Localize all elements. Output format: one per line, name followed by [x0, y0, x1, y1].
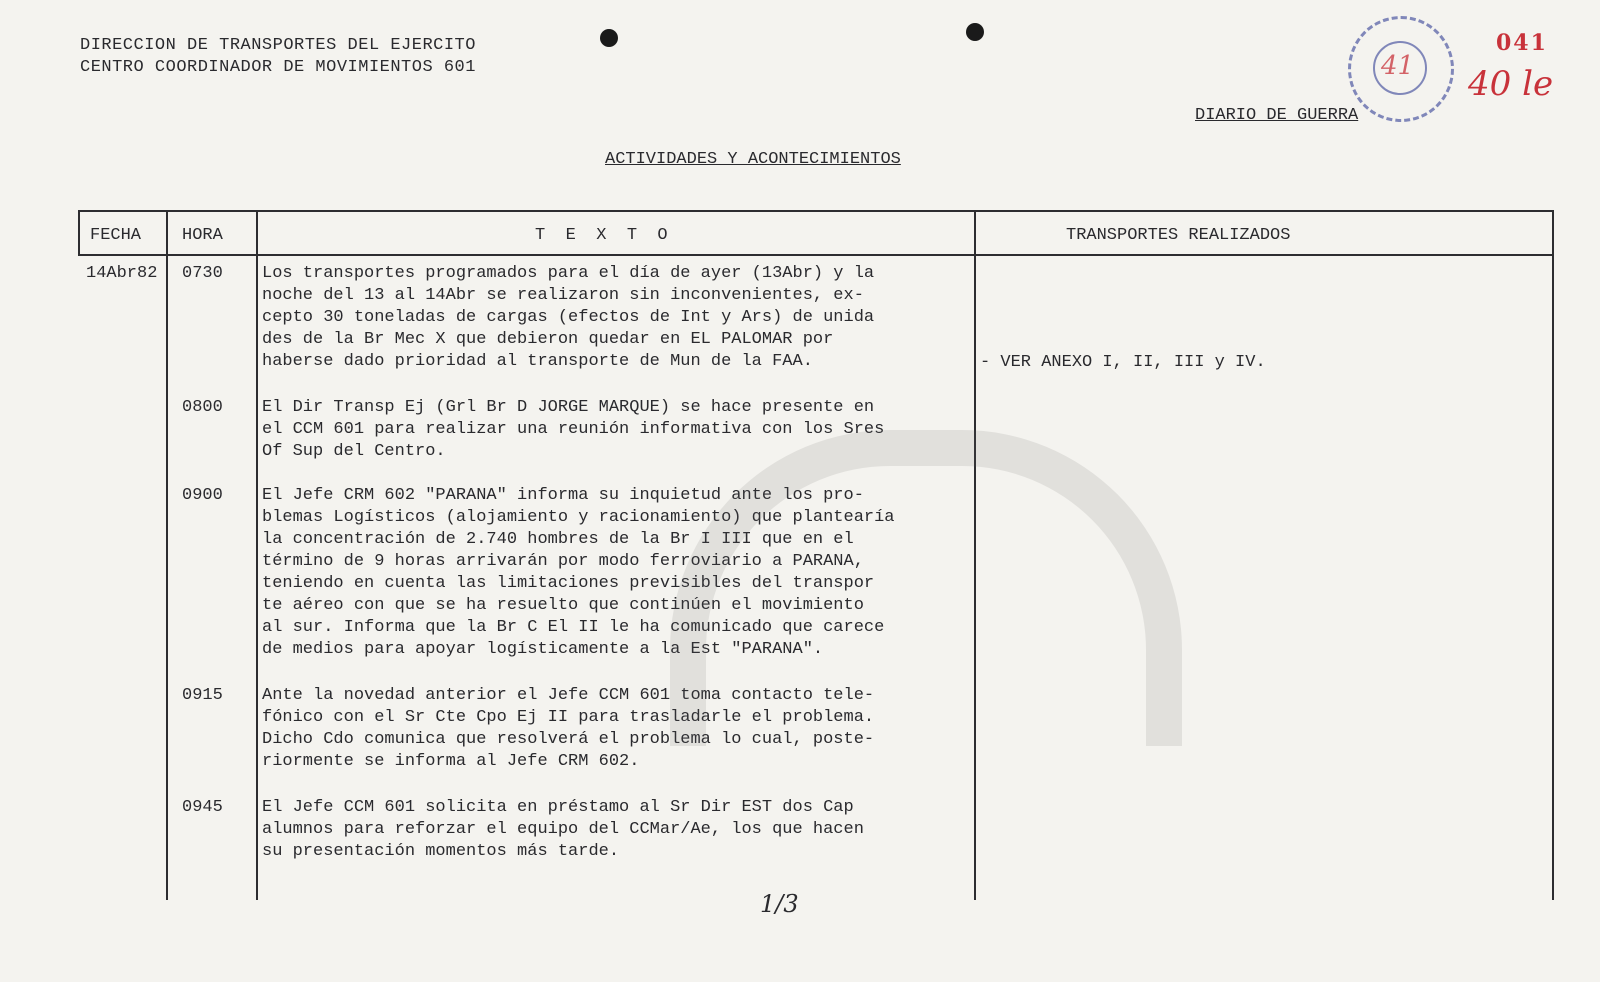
table-row-1-fecha: 14Abr82 — [86, 264, 158, 283]
red-handwritten-folio: 40 le — [1468, 64, 1554, 104]
column-header-hora: HORA — [182, 226, 223, 245]
punch-hole-left — [600, 29, 618, 47]
table-row-4-texto: Ante la novedad anterior el Jefe CCM 601 toma contacto tele- fónico con el Sr Cte Cpo Ej II para trasladarle el problema. Dicho Cdo comunica que resolverá el problema lo cual, poste- riormente se informa al Jefe CRM 602. — [262, 686, 875, 771]
page-mark: 1/3 — [760, 890, 799, 918]
organization-header — [80, 35, 476, 79]
table-left-border — [78, 210, 80, 256]
table-row-3-hora: 0900 — [182, 486, 223, 505]
table-row-5-hora: 0945 — [182, 798, 223, 817]
column-header-texto: T E X T O — [535, 226, 668, 245]
table-header-border — [78, 254, 1554, 256]
table-row-5-texto: El Jefe CCM 601 solicita en préstamo al Sr Dir EST dos Cap alumnos para reforzar el equipo del CCMar/Ae, los que hacen su presentación momentos más tarde. — [262, 798, 864, 861]
table-row-3-texto: El Jefe CRM 602 "PARANA" informa su inquietud ante los pro- blemas Logísticos (alojamiento y racionamiento) que plantearía la concentración de 2.740 hombres de la Br I III que en el término de 9 horas arrivarán por modo ferroviario a PARANA, teniendo en cuenta las limitaciones previsibles del transpor te aéreo con que se ha resuelto que continúen el movimiento al sur. Informa que la Br C El II le ha comunicado que carece de medios para apoyar logísticamente a la Est "PARANA". — [262, 486, 895, 659]
document-type-label: DIARIO DE GUERRA — [1195, 106, 1359, 125]
table-right-border — [1552, 210, 1554, 900]
col-divider-hora — [256, 210, 258, 900]
org-line-2: CENTRO COORDINADOR DE MOVIMIENTOS 601 — [80, 58, 476, 77]
col-divider-texto — [974, 210, 976, 900]
table-row-1-texto: Los transportes programados para el día de ayer (13Abr) y la noche del 13 al 14Abr se realizaron sin inconvenientes, ex- cepto 30 toneladas de cargas (efectos de Int y Ars) de unida des de la Br Mec X que debieron quedar en EL PALOMAR por haberse dado prioridad al transporte de Mun de la FAA. — [262, 264, 875, 371]
punch-hole-right — [966, 23, 984, 41]
table-top-border — [78, 210, 1554, 212]
document-title: ACTIVIDADES Y ACONTECIMIENTOS — [605, 150, 901, 169]
stamp-number: 41 — [1381, 51, 1415, 81]
table-row-4-hora: 0915 — [182, 686, 223, 705]
table-row-1-transportes: - VER ANEXO I, II, III y IV. — [980, 353, 1266, 372]
column-header-fecha: FECHA — [90, 226, 142, 245]
table-row-1-hora: 0730 — [182, 264, 223, 283]
table-row-2-texto: El Dir Transp Ej (Grl Br D JORGE MARQUE) se hace presente en el CCM 601 para realizar una reunión informativa con los Sres Of Sup del Centro. — [262, 398, 885, 461]
table-row-2-hora: 0800 — [182, 398, 223, 417]
col-divider-fecha — [166, 210, 168, 900]
column-header-transportes: TRANSPORTES REALIZADOS — [1066, 226, 1291, 245]
archive-stamp — [1348, 16, 1454, 122]
org-line-1: DIRECCION DE TRANSPORTES DEL EJERCITO — [80, 36, 476, 55]
red-folio-number: 041 — [1496, 30, 1548, 56]
